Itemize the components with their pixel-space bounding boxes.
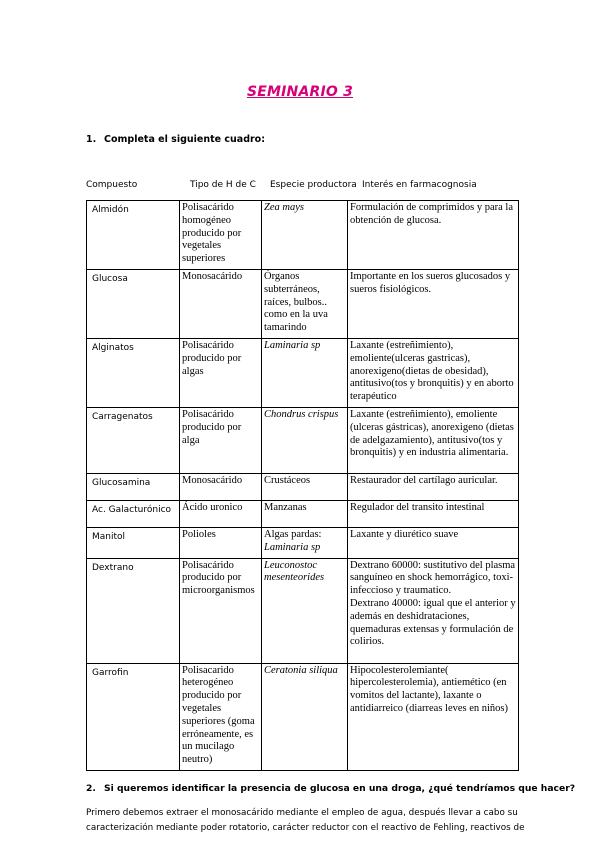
cell-especie-extra: Laminaria sp xyxy=(264,541,321,553)
cell-tipo: Monosacárido xyxy=(180,473,262,500)
table-row xyxy=(87,407,519,473)
compounds-table xyxy=(86,200,519,771)
cell-tipo: Polisacárido producido por alga xyxy=(180,407,262,473)
cell-tipo: Ácido uronico xyxy=(180,500,262,527)
question-1 xyxy=(86,134,265,145)
column-header-interes: Interés en farmacognosia xyxy=(362,180,477,190)
cell-tipo: Polioles xyxy=(180,527,262,558)
table-row xyxy=(87,500,519,527)
table-row xyxy=(87,558,519,663)
answer-2-paragraph: Primero debemos extraer el monosacárido mediante el empleo de agua, después llevar a cabo su caracterización mediante poder rotatorio, carácter reductor con el reactivo de Fehling, reactivos de xyxy=(86,808,525,833)
cell-tipo: Monosacárido xyxy=(180,269,262,338)
question-2-text: Si queremos identificar la presencia de glucosa en una droga, ¿qué tendríamos que hacer? xyxy=(104,783,576,794)
cell-compuesto: Carragenatos xyxy=(87,407,180,473)
cell-especie-group xyxy=(262,527,348,558)
cell-compuesto: Alginatos xyxy=(87,338,180,407)
cell-interes: Regulador del transito intestinal xyxy=(348,500,519,527)
cell-compuesto: Glucosa xyxy=(87,269,180,338)
cell-compuesto: Ac. Galacturónico xyxy=(87,500,180,527)
cell-tipo: Polisacárido producido por microorganismos xyxy=(180,558,262,663)
cell-especie: Crustáceos xyxy=(262,473,348,500)
cell-compuesto: Almidón xyxy=(87,201,180,270)
cell-interes: Hipocolesterolemiante( hipercolesterolemia), antiemético (en vomitos del lactante), laxante o antidiarreico (diarreas leves en niños) xyxy=(348,663,519,770)
cell-interes: Restaurador del cartílago auricular. xyxy=(348,473,519,500)
table-row xyxy=(87,201,519,270)
cell-especie: Manzanas xyxy=(262,500,348,527)
cell-tipo: Polisacárido homogéneo producido por vegetales superiores xyxy=(180,201,262,270)
cell-compuesto: Manitol xyxy=(87,527,180,558)
table-row xyxy=(87,338,519,407)
column-header-tipo: Tipo de H de C xyxy=(190,180,256,190)
page-title: SEMINARIO 3 xyxy=(246,84,354,100)
cell-interes: Laxante (estreñimiento), emoliente (ulceras gástricas), anorexigeno (dietas de adelgazamiento), antitusivo(tos y bronquitis) y en industria alimentaria. xyxy=(348,407,519,473)
cell-especie: Algas pardas: xyxy=(264,528,322,540)
cell-especie: Chondrus crispus xyxy=(262,407,348,473)
table-row xyxy=(87,473,519,500)
column-headers xyxy=(86,180,526,194)
table-row xyxy=(87,527,519,558)
cell-interes-extra: Dextrano 40000: igual que el anterior y además en deshidrataciones, quemaduras extensas y formulación de colirios. xyxy=(350,597,516,648)
cell-interes: Dextrano 60000: sustitutivo del plasma sanguíneo en shock hemorrágico, toxi-infeccioso y traumatico. xyxy=(350,559,516,597)
table-row xyxy=(87,269,519,338)
question-1-text: Completa el siguiente cuadro: xyxy=(104,134,266,145)
cell-interes: Formulación de comprimidos y para la obtención de glucosa. xyxy=(348,201,519,270)
cell-especie: Leuconostoc mesenteorides xyxy=(262,558,348,663)
cell-especie: Zea mays xyxy=(262,201,348,270)
cell-especie: Órganos subterráneos, raíces, bulbos.. como en la uva tamarindo xyxy=(262,269,348,338)
cell-interes: Laxante (estreñimiento), emoliente(ulceras gastricas), anorexigeno(dietas de obesidad), antitusivo(tos y bronquitis) y en aborto terapéutico xyxy=(348,338,519,407)
question-2-number: 2. xyxy=(86,783,96,794)
cell-interes: Laxante y diurético suave xyxy=(348,527,519,558)
cell-compuesto: Dextrano xyxy=(87,558,180,663)
cell-compuesto: Glucosamina xyxy=(87,473,180,500)
question-2 xyxy=(86,783,586,794)
cell-especie: Laminaria sp xyxy=(262,338,348,407)
question-1-number: 1. xyxy=(86,134,97,145)
table-row xyxy=(87,663,519,770)
cell-tipo: Polisacárido producido por algas xyxy=(180,338,262,407)
cell-interes-group xyxy=(348,558,519,663)
column-header-especie: Especie productora xyxy=(270,180,357,190)
cell-especie: Ceratonia siliqua xyxy=(262,663,348,770)
column-header-compuesto: Compuesto xyxy=(86,180,138,190)
cell-tipo: Polisacarido heterogéneo producido por vegetales superiores (goma erróneamente, es un mucilago neutro) xyxy=(180,663,262,770)
cell-compuesto: Garrofin xyxy=(87,663,180,770)
cell-interes: Importante en los sueros glucosados y sueros fisiológicos. xyxy=(348,269,519,338)
